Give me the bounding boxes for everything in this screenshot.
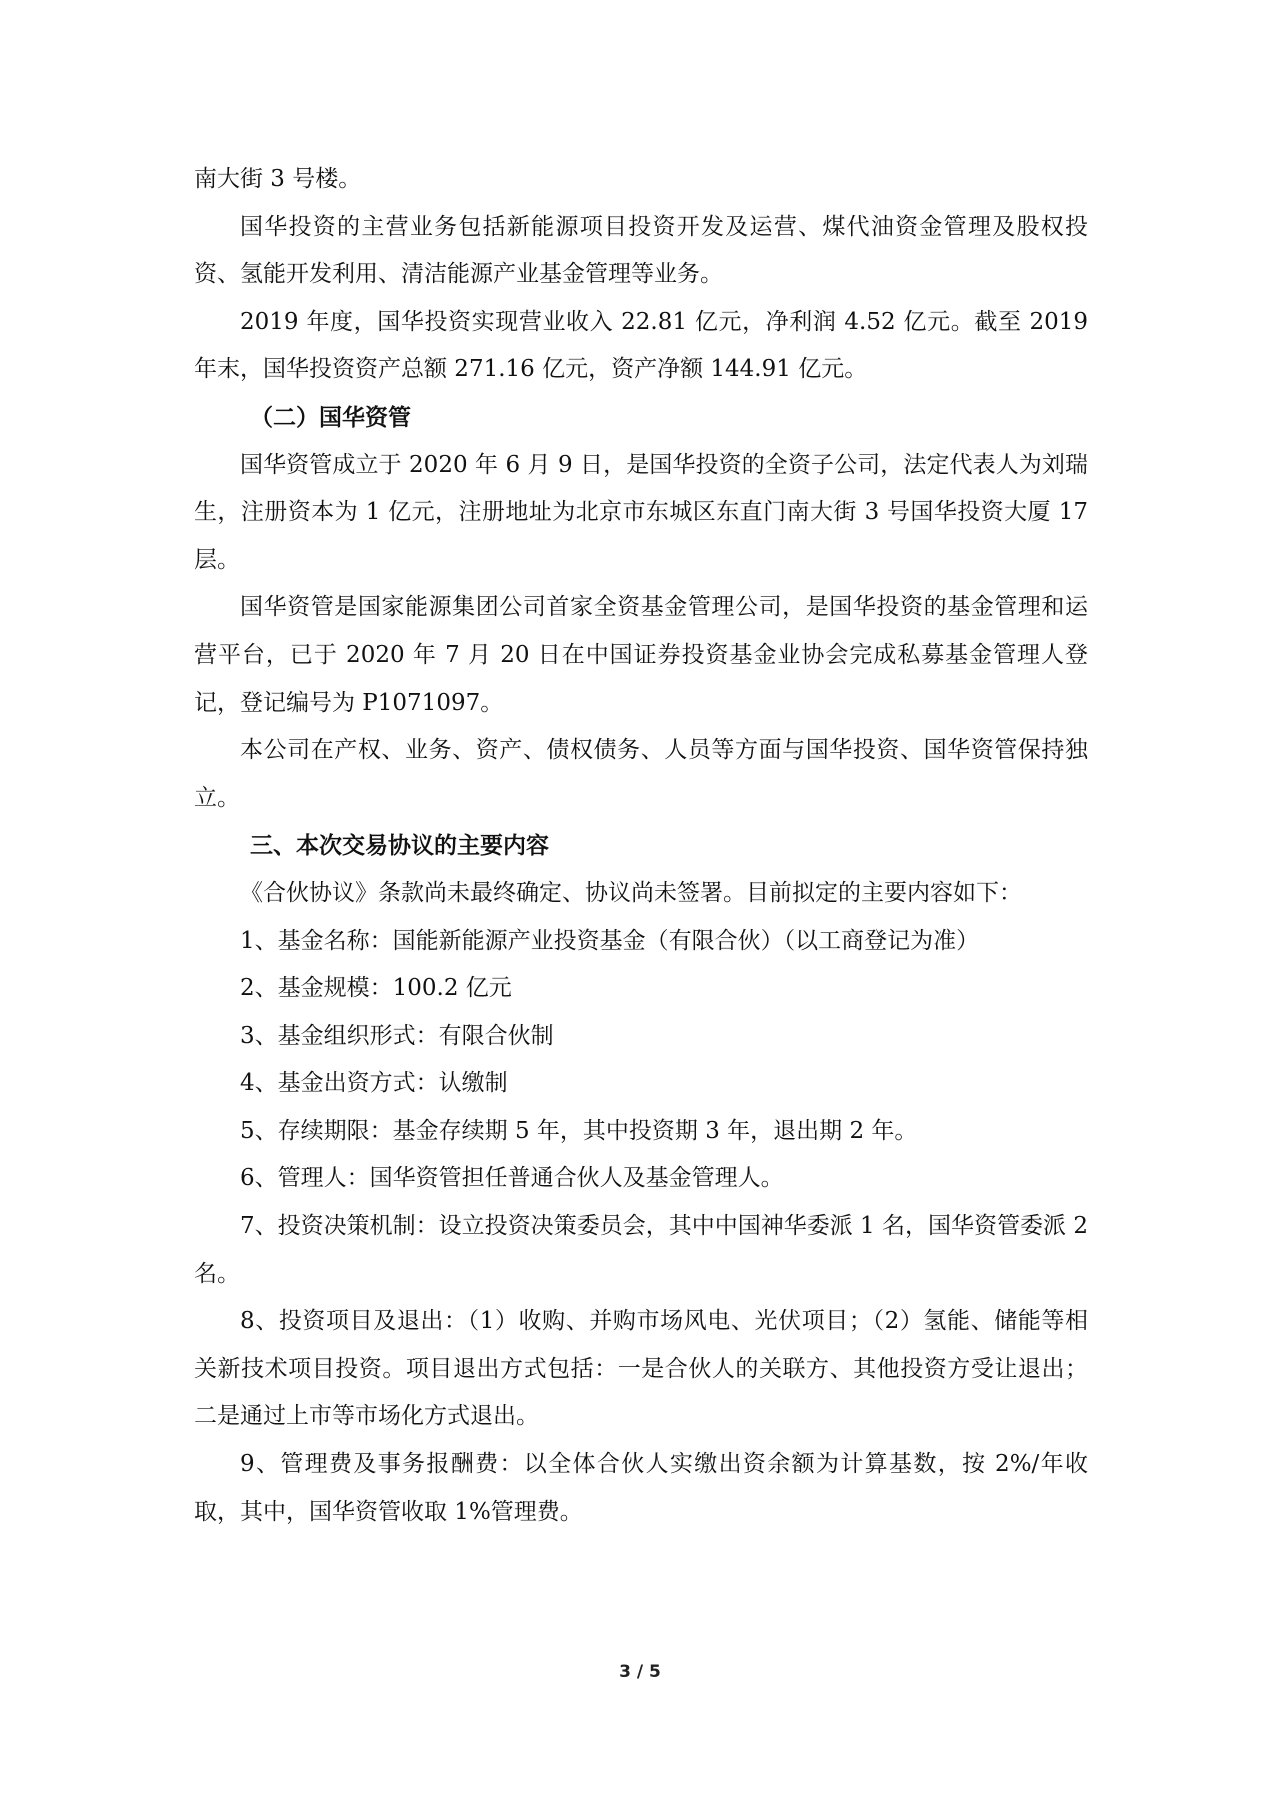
list-item-decision-mechanism: 7、投资决策机制：设立投资决策委员会，其中中国神华委派 1 名，国华资管委派 2 名。 [194,1213,1088,1287]
list-item-fund-form: 3、基金组织形式：有限合伙制 [240,1022,554,1049]
list-item-contribution-method: 4、基金出资方式：认缴制 [240,1070,508,1097]
paragraph-guohua-am-establishment: 国华资管成立于 2020 年 6 月 9 日，是国华投资的全资子公司，法定代表人为刘瑞生，注册资本为 1 亿元，注册地址为北京市东城区东直门南大街 3 号国华投资大厦 17 层。 [194,451,1088,573]
document-body [194,156,1088,1536]
paragraph-guohua-am-registration: 国华资管是国家能源集团公司首家全资基金管理公司，是国华投资的基金管理和运营平台，已于 2020 年 7 月 20 日在中国证券投资基金业协会完成私募基金管理人登记，登记编号为 P1071097。 [194,594,1088,716]
list-item-duration: 5、存续期限：基金存续期 5 年，其中投资期 3 年，退出期 2 年。 [240,1117,918,1144]
list-item-manager: 6、管理人：国华资管担任普通合伙人及基金管理人。 [240,1165,784,1192]
page-number: 3 / 5 [619,1662,661,1682]
list-item-fund-name: 1、基金名称：国能新能源产业投资基金（有限合伙）（以工商登记为准） [240,927,980,954]
paragraph-main-business: 国华投资的主营业务包括新能源项目投资开发及运营、煤代油资金管理及股权投资、氢能开发利用、清洁能源产业基金管理等业务。 [194,213,1088,288]
paragraph-independence: 本公司在产权、业务、资产、债权债务、人员等方面与国华投资、国华资管保持独立。 [194,737,1088,811]
paragraph-address-continuation: 南大街 3 号楼。 [194,166,362,192]
section-heading-guohua-asset-management: （二）国华资管 [250,403,411,431]
paragraph-financials: 2019 年度，国华投资实现营业收入 22.81 亿元，净利润 4.52 亿元。截至 2019 年末，国华投资资产总额 271.16 亿元，资产净额 144.91 亿元。 [194,308,1088,383]
list-item-fund-size: 2、基金规模：100.2 亿元 [240,975,512,1002]
list-item-investment-and-exit: 8、投资项目及退出：（1）收购、并购市场风电、光伏项目；（2）氢能、储能等相关新技术项目投资。项目退出方式包括：一是合伙人的关联方、其他投资方受让退出；二是通过上市等市场化方式退出。 [194,1308,1088,1430]
section-heading-agreement-content: 三、本次交易协议的主要内容 [250,832,549,860]
list-item-management-fee: 9、管理费及事务报酬费：以全体合伙人实缴出资余额为计算基数，按 2%/年收取，其中，国华资管收取 1%管理费。 [194,1451,1088,1525]
paragraph-agreement-intro: 《合伙协议》条款尚未最终确定、协议尚未签署。目前拟定的主要内容如下： [240,879,1022,906]
